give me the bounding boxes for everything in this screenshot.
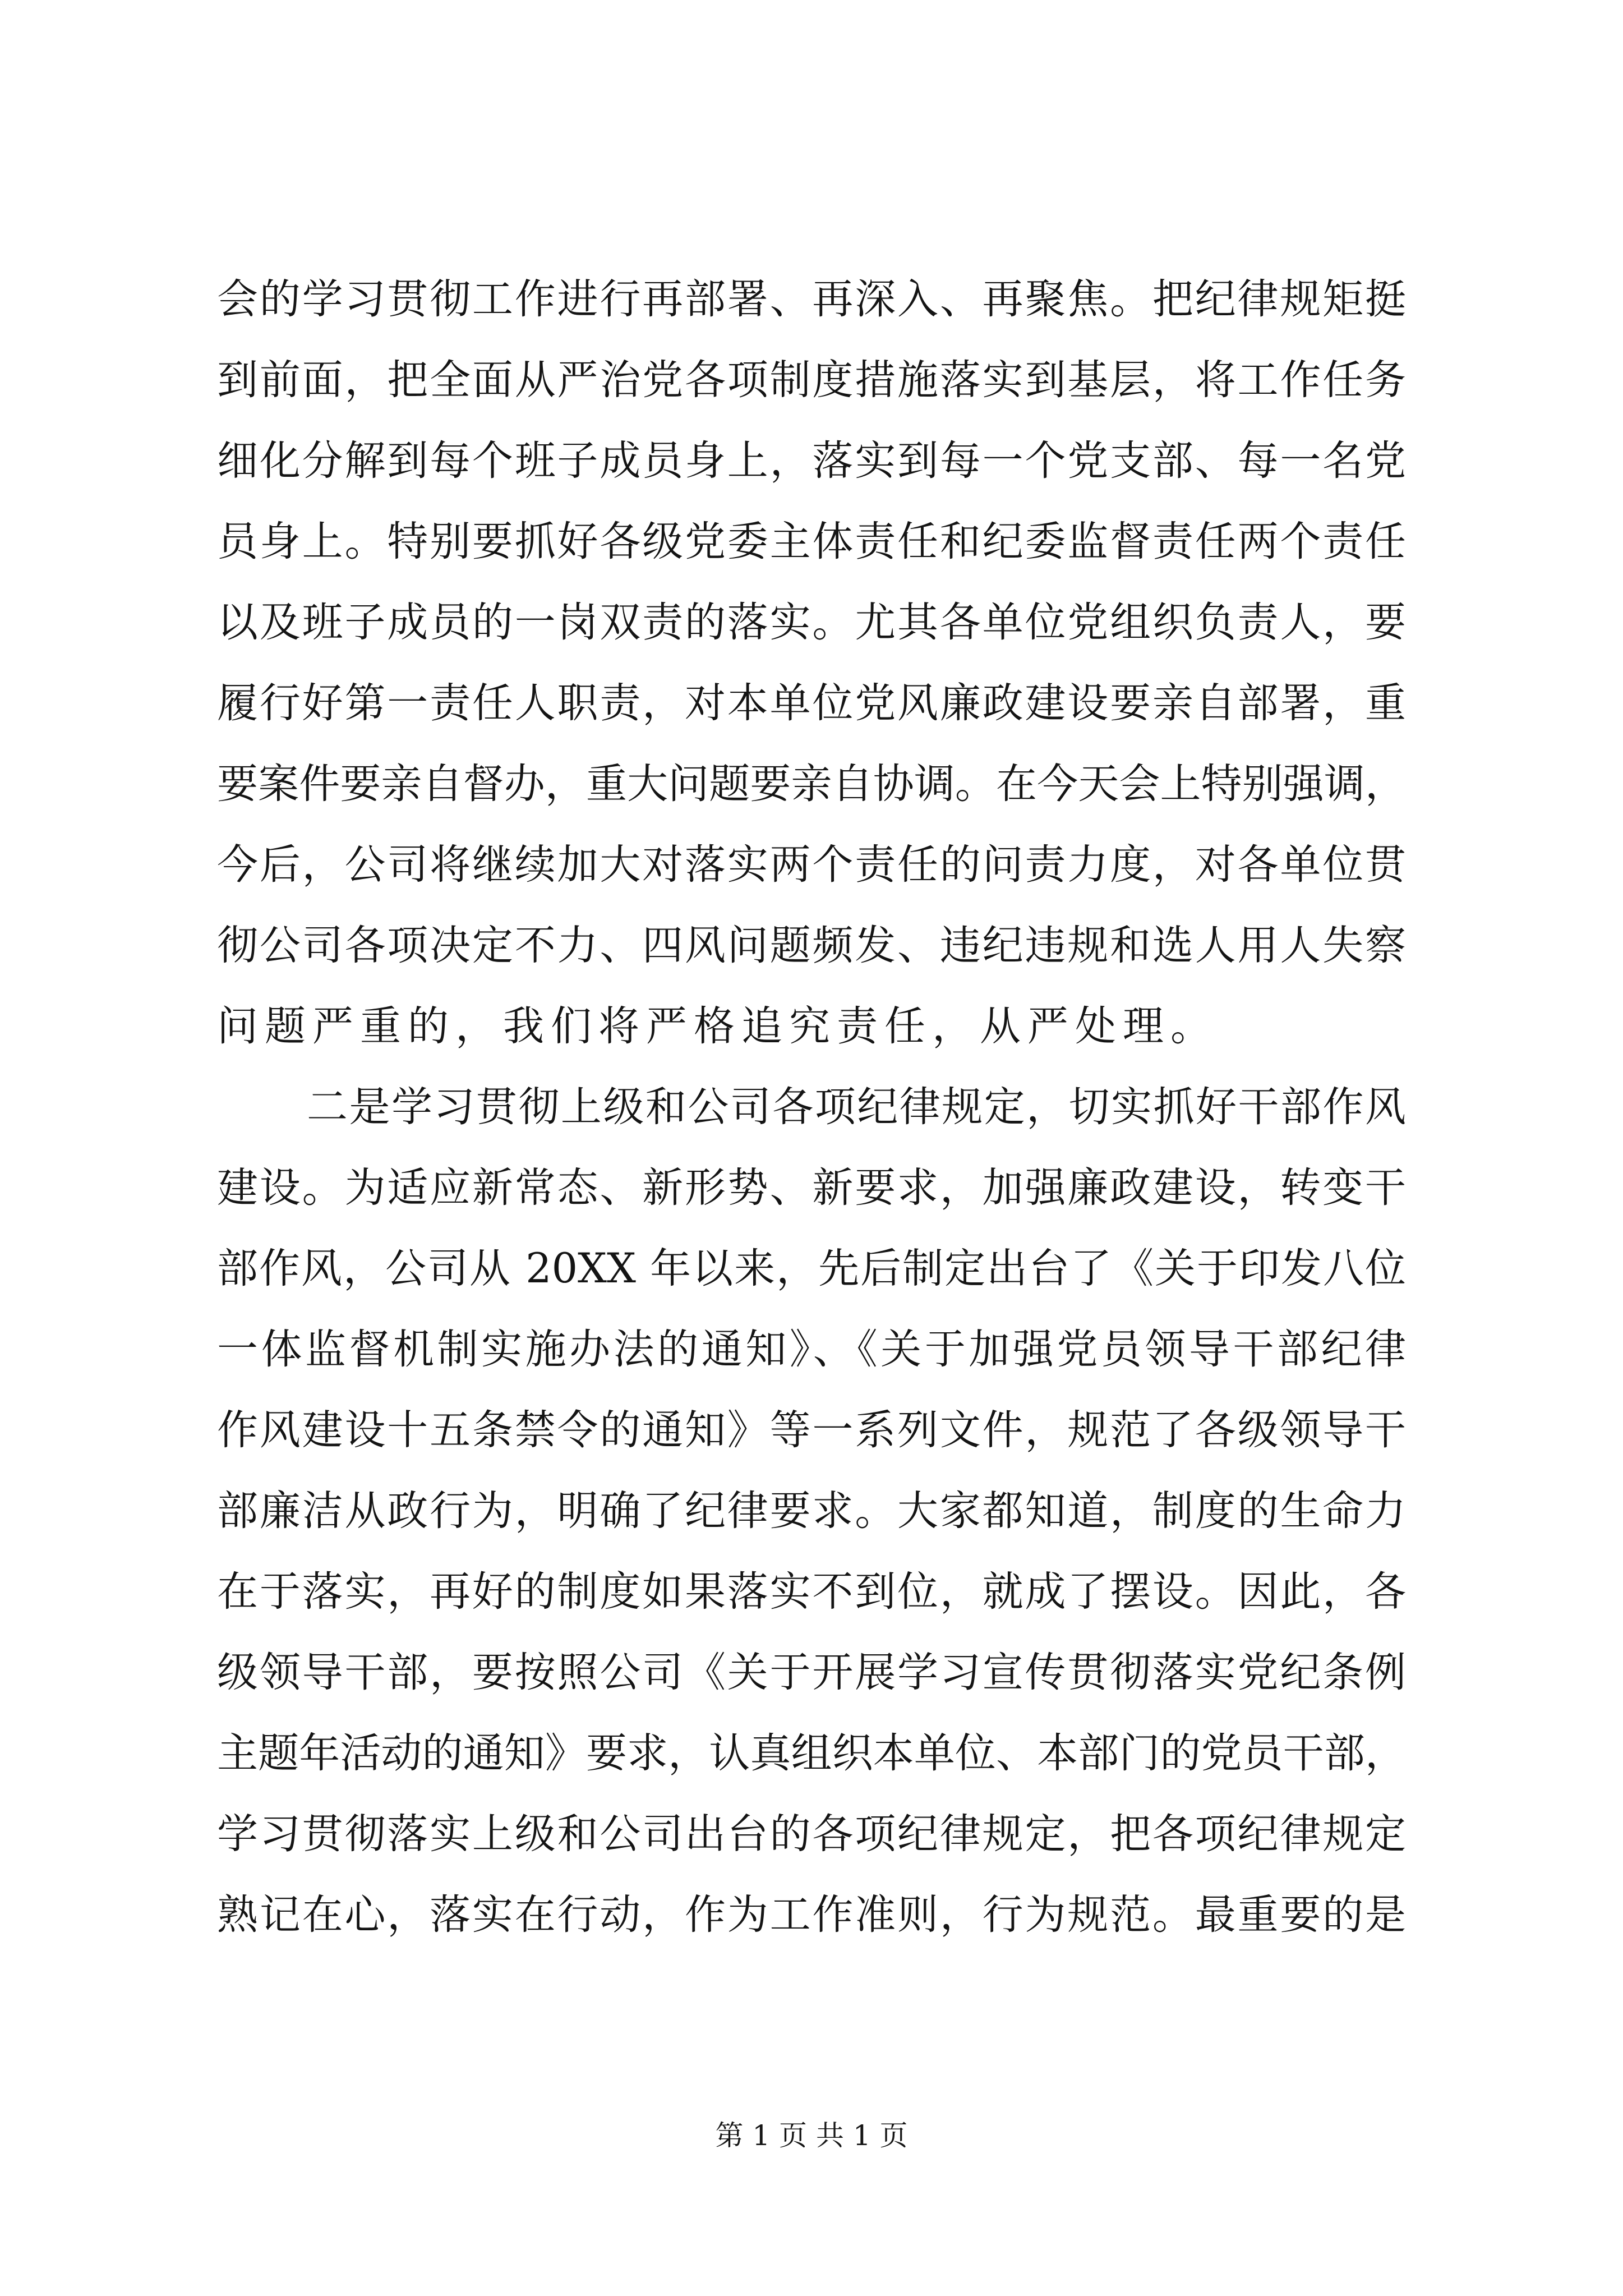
paragraph-2-line-5: 作风建设十五条禁令的通知》等一系列文件，规范了各级领导干 [217,1406,1406,1454]
paragraph-2-line-8: 级领导干部，要按照公司《关于开展学习宣传贯彻落实党纪条例 [217,1649,1406,1696]
paragraph-1-line-7: 要案件要亲自督办，重大问题要亲自协调。在今天会上特别强调， [217,760,1406,808]
paragraph-2-line-7: 在于落实，再好的制度如果落实不到位，就成了摆设。因此，各 [217,1568,1406,1616]
paragraph-2-line-3: 部作风，公司从 20XX 年以来，先后制定出台了《关于印发八位 [217,1245,1406,1292]
paragraph-1-line-9: 彻公司各项决定不力、四风问题频发、违纪违规和选人用人失察 [217,922,1406,969]
paragraph-1-line-4: 员身上。特别要抓好各级党委主体责任和纪委监督责任两个责任 [217,518,1406,565]
document-body [217,259,1406,1955]
paragraph-1-line-3: 细化分解到每个班子成员身上，落实到每一个党支部、每一名党 [217,437,1406,485]
paragraph-2-line-6: 部廉洁从政行为，明确了纪律要求。大家都知道，制度的生命力 [217,1487,1406,1535]
paragraph-2-line-4: 一体监督机制实施办法的通知》、《关于加强党员领导干部纪律 [217,1326,1406,1373]
page-footer: 第 1 页 共 1 页 [715,2119,908,2152]
paragraph-1-line-2: 到前面，把全面从严治党各项制度措施落实到基层，将工作任务 [217,356,1406,404]
paragraph-2-line-11: 熟记在心，落实在行动，作为工作准则，行为规范。最重要的是 [217,1891,1406,1939]
paragraph-1-line-6: 履行好第一责任人职责，对本单位党风廉政建设要亲自部署，重 [217,679,1406,727]
paragraph-1-line-8: 今后，公司将继续加大对落实两个责任的问责力度，对各单位贯 [217,841,1406,889]
paragraph-2-line-9: 主题年活动的通知》要求，认真组织本单位、本部门的党员干部， [217,1729,1406,1777]
paragraph-2-line-10: 学习贯彻落实上级和公司出台的各项纪律规定，把各项纪律规定 [217,1810,1406,1858]
paragraph-2-line-1: 二是学习贯彻上级和公司各项纪律规定，切实抓好干部作风 [307,1083,1406,1131]
paragraph-1-line-5: 以及班子成员的一岗双责的落实。尤其各单位党组织负责人，要 [217,599,1406,646]
paragraph-2-line-2: 建设。为适应新常态、新形势、新要求，加强廉政建设，转变干 [217,1164,1406,1212]
paragraph-1-line-10: 问题严重的，我们将严格追究责任，从严处理。 [217,1002,1218,1050]
paragraph-1-line-1: 会的学习贯彻工作进行再部署、再深入、再聚焦。把纪律规矩挺 [217,275,1406,323]
